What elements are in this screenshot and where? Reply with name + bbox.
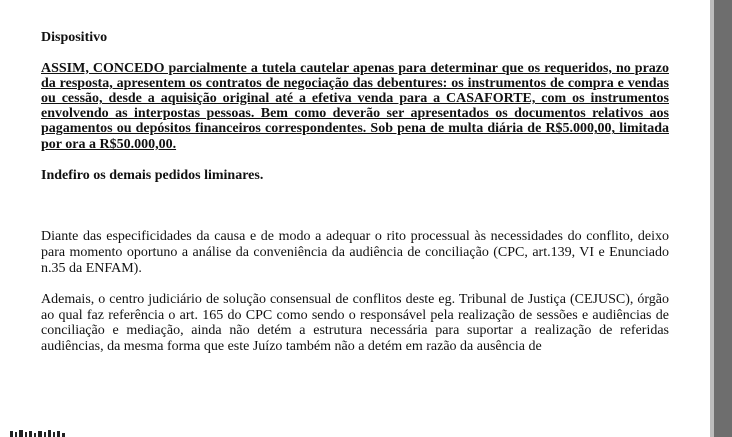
body-paragraph-cejusc: Ademais, o centro judiciário de solução consensual de conflitos deste eg. Tribunal de Justiça (CEJUSC), órgão ao qual faz referência o art. 165 do CPC como sendo o responsável pela realização de sessões e audiências de conciliação e mediação, ainda não detém a estrutura necessária para suportar a realização de referidas audiências, da mesma forma que este Juízo também não a detém em razão da ausência de [41,292,669,354]
document-content [41,30,669,355]
qr-code-fragment [0,429,70,437]
vertical-scrollbar[interactable] [710,0,732,437]
decision-paragraph: ASSIM, CONCEDO parcialmente a tutela cautelar apenas para determinar que os requeridos, no prazo da resposta, apresentem os contratos de negociação das debentures: os instrumentos de compra e vendas ou cessão, desde a aquisição original até a efetiva venda para a CASAFORTE, com os instrumentos envolvendo as interpostas pessoas. Bem como deverão ser apresentados os documentos relativos aos pagamentos ou depósitos financeiros correspondentes. Sob pena de multa diária de R$5.000,00, limitada por ora a R$50.000,00. [41,60,669,152]
denial-paragraph: Indefiro os demais pedidos liminares. [41,167,264,183]
section-heading: Dispositivo [41,30,108,45]
scrollbar-edge [710,0,714,437]
body-paragraph-conciliation: Diante das especificidades da causa e de modo a adequar o rito processual às necessidades do conflito, deixo para momento oportuno a análise da conveniência da audiência de conciliação (CPC, art.139, VI e Enunciado n.35 da ENFAM). [41,229,669,276]
